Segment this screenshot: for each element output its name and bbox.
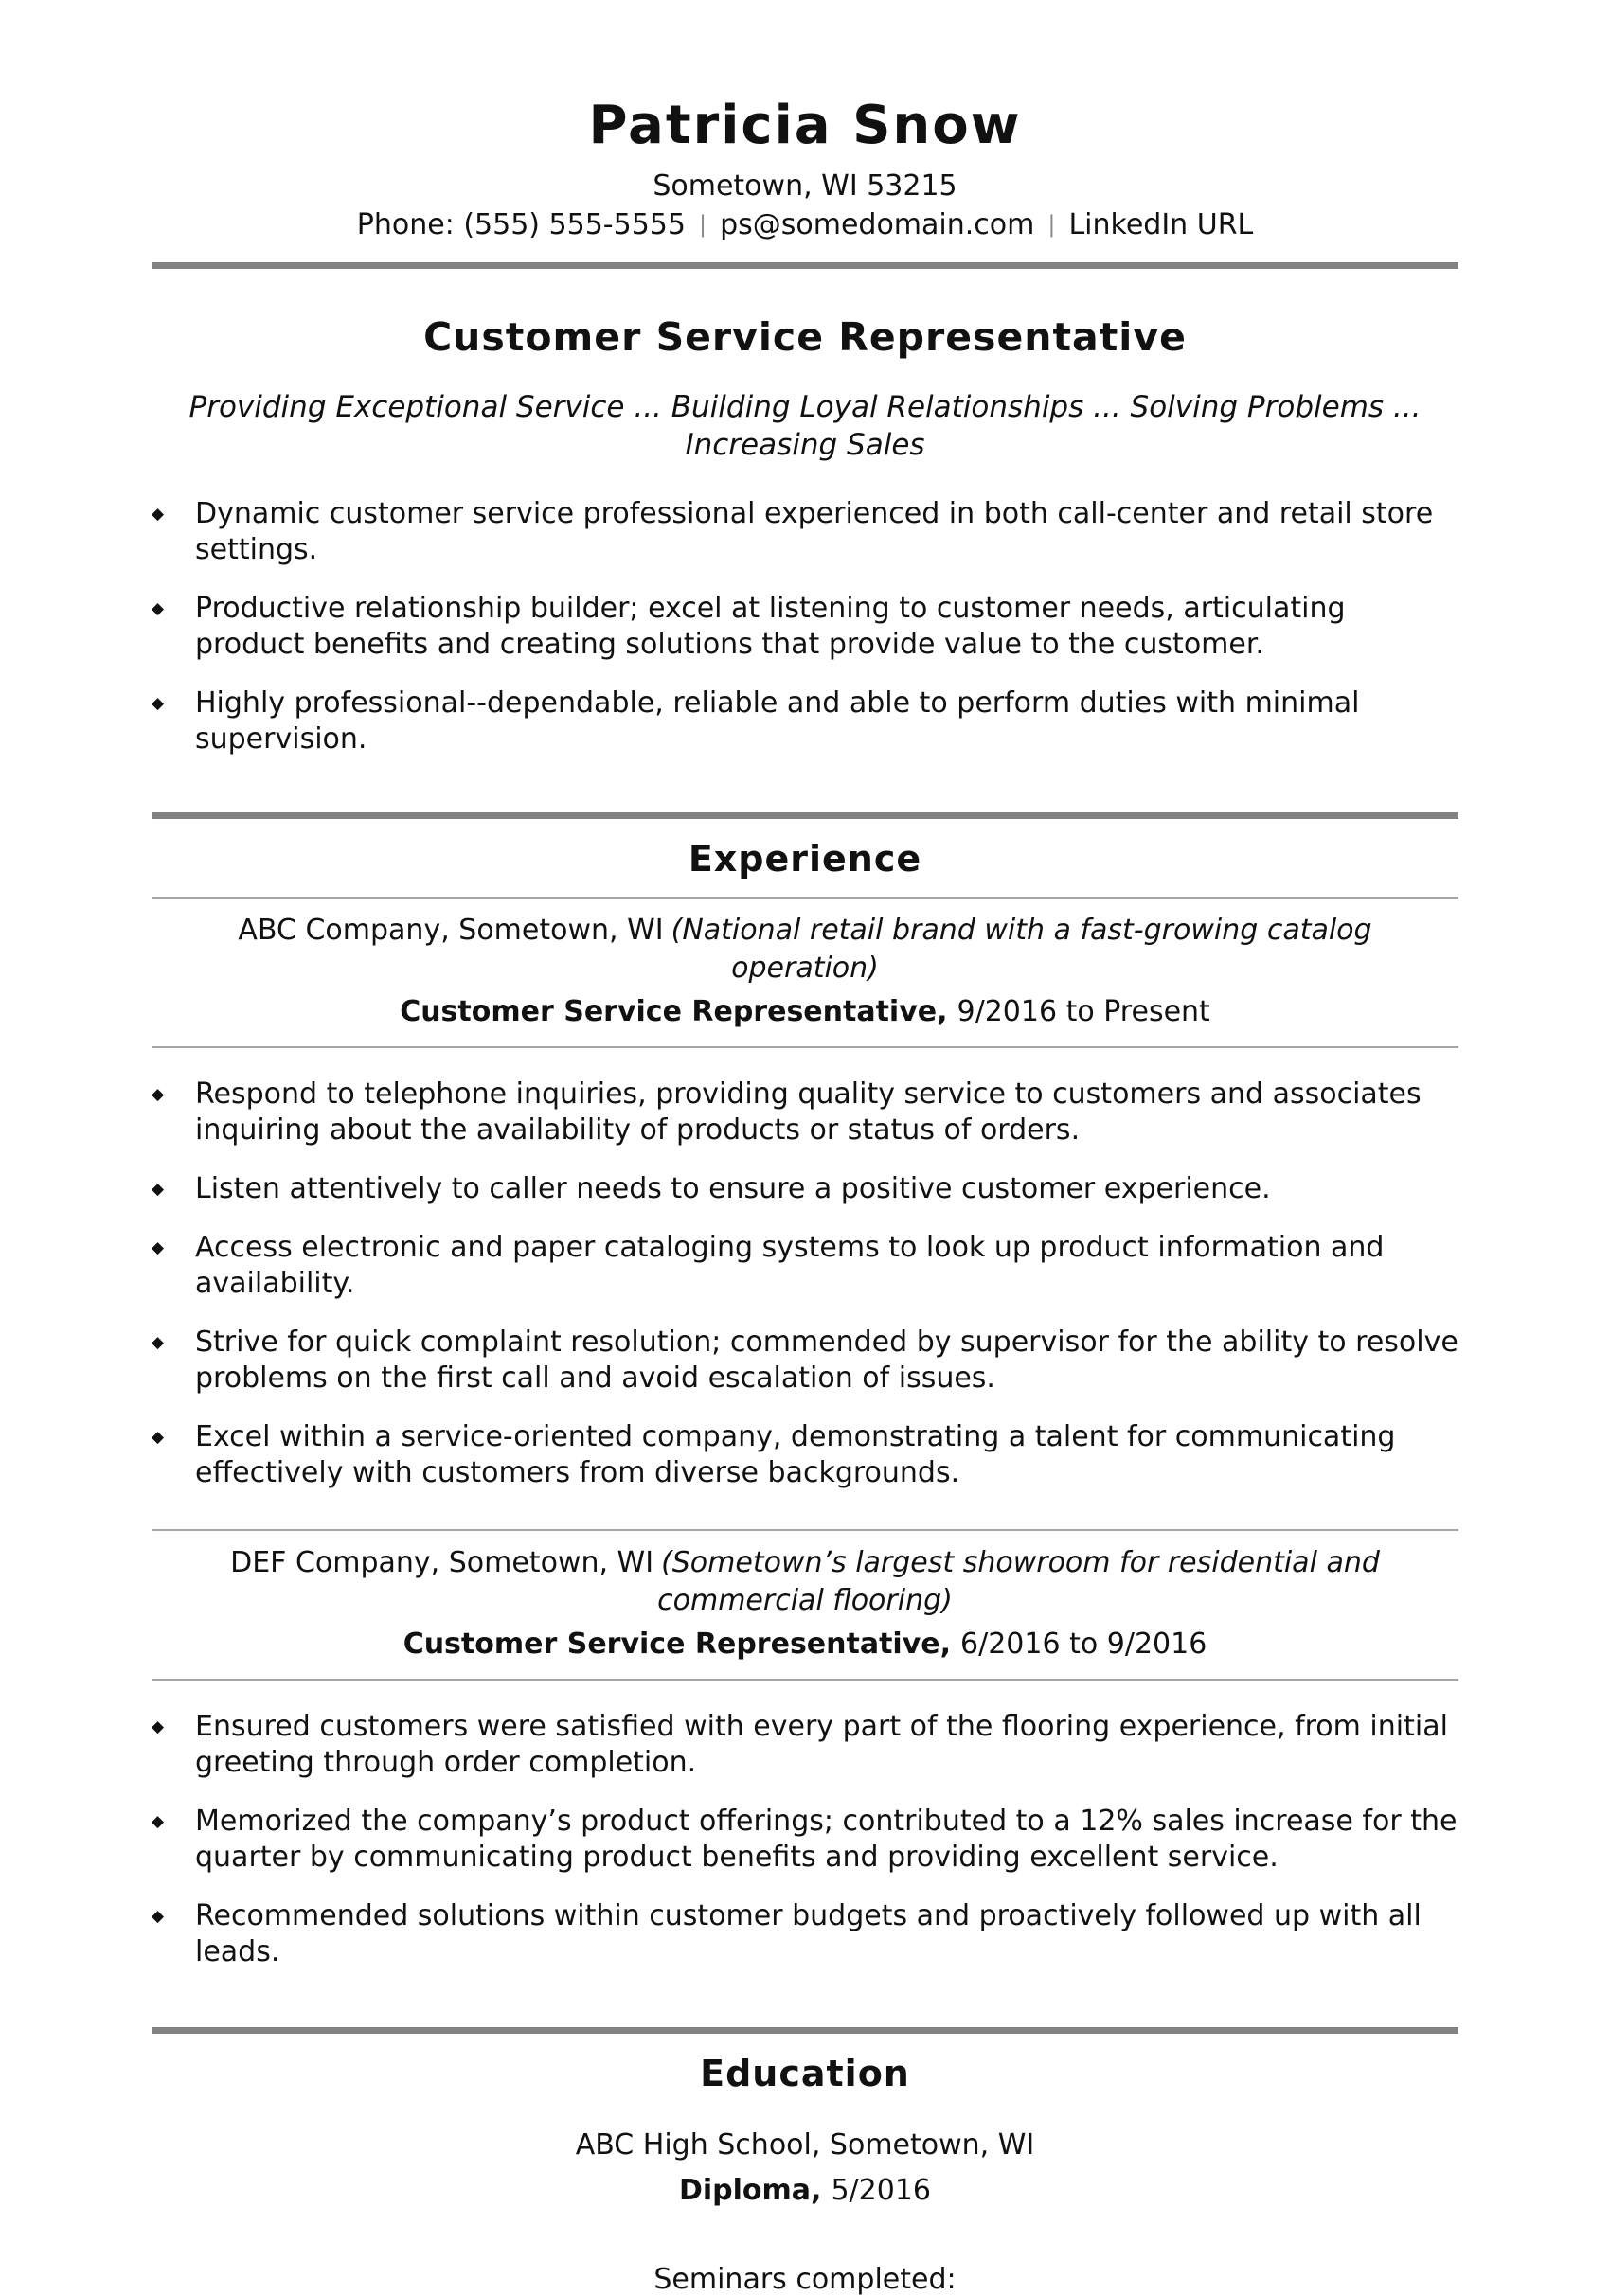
summary-section <box>152 314 1458 757</box>
diamond-bullet-icon: ◆ <box>152 1812 165 1831</box>
company-line <box>189 1544 1421 1620</box>
list-item <box>152 1171 1458 1207</box>
diamond-bullet-icon: ◆ <box>152 1907 165 1926</box>
bullet-text: Ensured customers were satisfied with every part of the flooring experience, from initial greeting through order completion. <box>195 1710 1448 1779</box>
linkedin-url: LinkedIn URL <box>1068 208 1254 241</box>
job-title: Customer Service Representative, <box>402 1628 952 1661</box>
list-item <box>152 1804 1458 1876</box>
company-name: ABC Company, Sometown, WI <box>238 914 664 947</box>
school-name: ABC High School, Sometown, WI <box>575 2128 1035 2162</box>
job-bullet-list <box>152 1077 1458 1491</box>
divider-thin <box>152 1046 1458 1048</box>
candidate-location: Sometown, WI 53215 <box>653 169 957 203</box>
bullet-text: Memorized the company’s product offerings; contributed to a 12% sales increase for the quarter by communicating product benefits and providing excellent service. <box>195 1805 1458 1874</box>
degree-date: 5/2016 <box>831 2174 931 2207</box>
resume-header <box>152 95 1458 241</box>
divider-thick <box>152 2027 1458 2034</box>
diamond-bullet-icon: ◆ <box>152 1428 165 1447</box>
diamond-bullet-icon: ◆ <box>152 1238 165 1257</box>
separator-bar: | <box>1047 211 1056 238</box>
list-item <box>152 1230 1458 1302</box>
company-name: DEF Company, Sometown, WI <box>230 1546 654 1579</box>
company-line <box>189 912 1421 988</box>
seminars-label: Seminars completed: <box>653 2263 957 2296</box>
email-address: ps@somedomain.com <box>720 208 1035 241</box>
contact-line <box>152 208 1458 241</box>
separator-bar: | <box>698 211 707 238</box>
phone-number: Phone: (555) 555-5555 <box>356 208 686 241</box>
bullet-text: Productive relationship builder; excel at listening to customer needs, articulating product benefits and creating solutions that provide value to the customer. <box>195 592 1346 661</box>
bullet-text: Listen attentively to caller needs to ensure a positive customer experience. <box>195 1172 1271 1205</box>
list-item <box>152 1077 1458 1148</box>
job-header <box>152 899 1458 1046</box>
education-heading: Education <box>700 2053 910 2094</box>
experience-section <box>152 838 1458 1970</box>
divider-thick <box>152 812 1458 819</box>
degree-line <box>152 2172 1458 2210</box>
divider-thick <box>152 262 1458 269</box>
company-detail: (National retail brand with a fast-growing catalog operation) <box>671 914 1372 985</box>
bullet-text: Strive for quick complaint resolution; commended by supervisor for the ability to resolve problems on the first call and avoid escalation of issues. <box>195 1326 1458 1395</box>
job-dates: 6/2016 to 9/2016 <box>960 1628 1208 1661</box>
list-item <box>152 1898 1458 1970</box>
diamond-bullet-icon: ◆ <box>152 599 165 618</box>
bullet-text: Highly professional--dependable, reliable and able to perform duties with minimal supervision. <box>195 686 1360 756</box>
diamond-bullet-icon: ◆ <box>152 1085 165 1104</box>
list-item <box>152 685 1458 757</box>
bullet-text: Recommended solutions within customer budgets and proactively followed up with all leads. <box>195 1899 1422 1968</box>
job-header <box>152 1531 1458 1679</box>
bullet-text: Respond to telephone inquiries, providing quality service to customers and associates inquiring about the availability of products or status of orders. <box>195 1077 1422 1147</box>
bullet-text: Dynamic customer service professional experienced in both call-center and retail store settings. <box>195 497 1434 566</box>
list-item <box>152 1325 1458 1397</box>
candidate-name: Patricia Snow <box>588 95 1022 156</box>
bullet-text: Access electronic and paper cataloging systems to look up product information and availability. <box>195 1231 1385 1300</box>
summary-bullet-list <box>152 496 1458 757</box>
job-title-line <box>189 1626 1421 1664</box>
diamond-bullet-icon: ◆ <box>152 694 165 713</box>
list-item <box>152 591 1458 663</box>
bullet-text: Excel within a service-oriented company, demonstrating a talent for communicating effectively with customers from diverse backgrounds. <box>195 1420 1396 1489</box>
job-bullet-list <box>152 1709 1458 1970</box>
job-title-line <box>189 993 1421 1031</box>
diamond-bullet-icon: ◆ <box>152 505 165 524</box>
company-detail: (Sometown’s largest showroom for residential and commercial flooring) <box>657 1546 1380 1617</box>
job-dates: 9/2016 to Present <box>957 995 1210 1028</box>
degree-name: Diploma, <box>678 2174 822 2207</box>
list-item <box>152 496 1458 568</box>
divider-thin <box>152 1679 1458 1681</box>
education-section <box>152 2053 1458 2296</box>
list-item <box>152 1709 1458 1781</box>
list-item <box>152 1419 1458 1491</box>
job-title: Customer Service Representative, <box>400 995 948 1028</box>
diamond-bullet-icon: ◆ <box>152 1718 165 1736</box>
tagline: Providing Exceptional Service ... Building Loyal Relationships ... Solving Problems ... Increasing Sales <box>188 390 1422 462</box>
diamond-bullet-icon: ◆ <box>152 1333 165 1352</box>
experience-heading: Experience <box>688 838 922 880</box>
diamond-bullet-icon: ◆ <box>152 1180 165 1199</box>
resume-title: Customer Service Representative <box>423 314 1187 360</box>
